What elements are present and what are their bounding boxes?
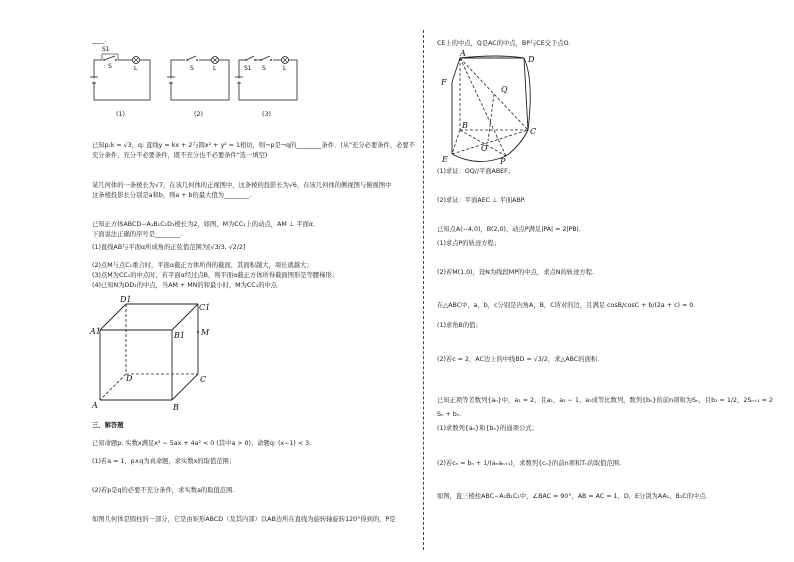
cube-figure [88,296,218,416]
top-fragment: ____. [92,37,107,44]
cyl-label-e: E [442,155,448,164]
cyl-label-p: P [500,157,506,166]
q-solid-line-1: 某几何体的一条棱长为√7，在该几何体的正视图中，这条棱的投影长为√6，在该几何体的侧视图与俯视图中 [92,182,392,189]
q-seq-line-3: (1)求数列{aₙ}和{bₙ}的通项公式； [437,425,538,432]
q-solid-line-2: 这条棱投影长分别是a和b，则a + b的最大值为________. [92,192,252,199]
circuit-caption-3: (3) [262,111,271,118]
cyl-label-c: C [530,127,537,136]
cyl-label-d: D [528,55,535,64]
cube-label-b: B [173,403,179,412]
cube-option-1: (1)直线AB与平面α所成角的正弦值范围为[√3/3, √2/2] [92,244,246,251]
circuit-3-label-s: S [262,65,266,72]
q-cube-line-1: 已知正方体ABCD−A₁B₁C₁D₁棱长为2，如图，M为CC₁上的动点，AM ⊥ 平面α． [92,221,320,228]
q-seq-part-2: (2)若cₙ = bₙ + 1/(aₙaₙ₊₁)，求数列{cₙ}的前n项和Tₙ的取值范围. [437,460,622,467]
column-divider [423,30,424,550]
circuit-diagram-2 [165,50,235,112]
q-pq-line-1: 已知命题p: 实数x满足x² − 5ax + 4a² < 0 (其中a > 0)；命题q: (x−1) < 3. [92,440,312,447]
circuit-diagram-1 [88,46,158,112]
q-locus-line-2: (1)求点P的轨迹方程； [437,240,501,247]
cube-label-c: C [200,375,207,384]
circuit-diagram-3 [233,50,303,112]
section-title: 三、解答题 [92,422,124,429]
q-triangle-part-2: (2)若c = 2，AC边上的中线BD = √3/2，求△ABC的面积. [437,356,600,363]
cyl-label-o: O [481,144,488,153]
cyl-label-q: Q [501,85,508,94]
q-seq-line-2: Sₙ + bₙ. [437,411,462,418]
circuit-2-label-s: S [190,65,194,72]
circuit-3-label-s1: S1 [244,65,252,72]
circuit-caption-1: (1) [116,111,125,118]
cube-label-a: A [92,401,98,410]
q-rotate-part-1: (1)求证：OQ//平面ABEF； [437,168,515,175]
q-pq-line-2: (1)若a = 1，p∧q为真命题，求实数x的取值范围； [92,458,236,465]
cylinder-figure [438,50,548,165]
q-triangle-line-1: 在△ABC中，a，b，c分别是内角A，B，C所对的边，且满足 cosB/cosC + b/(2a + c) = 0. [437,302,696,309]
q-locus-line-1: 已知点A(−4,0)，B(2,0)，动点P满足|PA| = 2|PB|. [437,226,581,233]
cube-label-b1: B1 [174,331,185,340]
cube-label-d1: D1 [120,295,132,304]
q-rotate-part-2: (2)求证：平面AEC ⊥ 平面ABP. [437,197,526,204]
q-sufficient-line-1: 已知p:k = √3，q: 直线y = kx + 2与圆x² + y² = 1相切，则¬p是¬q的________条件．(从"充分必要条件，必要不 [92,142,416,149]
circuit-1-label-s1: S1 [102,46,110,53]
circuit-1-label-l: L [134,65,138,72]
circuit-3-label-l: L [283,65,287,72]
q-pq-part-2: (2)若p是q的必要不充分条件，求实数a的取值范围. [92,487,235,494]
cube-label-c1: C1 [199,303,211,312]
cube-option-2: (2)点M与点C₁重合时，平面α截正方体所得的截面，其面积越大，周长就越大； [92,262,313,269]
q-rotate-line-1: 如图几何体是圆柱的一部分，它是由矩形ABCD（及其内部）以AB边所在直线为旋转轴旋转120°得到的，P是 [92,516,396,523]
q-rotate-continuation: CE上的中点，Q是AC的中点，BP与CE交于点O. [437,40,571,47]
cyl-label-b: B [462,121,468,130]
q-triangle-line-2: (1)求角B的值； [437,322,482,329]
cube-label-m: M [201,328,210,337]
cube-option-3: (3)点M为CC₁的中点时，若平面α经过点B，则平面α截正方体所得截面图形是等腰梯形； [92,272,339,279]
circuit-caption-2: (2) [194,111,203,118]
circuit-1-label-s: S [108,63,112,70]
q-sufficient-line-2: 充分条件，充分不必要条件，既不充分也不必要条件"选一填空) [92,152,268,159]
q-seq-line-1: 已知正项等差数列{aₙ}中，a₁ = 2，且a₁，a₂ − 1，a₃成等比数列，数列{bₙ}的前n项和为Sₙ，且b₁ = 1/2，2Sₙ₊₁ = 2 [437,397,773,404]
circuit-2-label-l: L [213,65,217,72]
cyl-label-a: A [460,49,466,58]
cyl-label-f: F [441,78,447,87]
q-prism-line-1: 如图，直三棱柱ABC−A₁B₁C₁中，∠BAC = 90°，AB = AC = 1，D，E分别为AA₁，B₁C的中点. [437,493,708,500]
q-cube-line-2: 下面说法正确的序号是________. [92,231,183,238]
cube-option-4: (4)已知N为DD₁的中点，当AM + MN的和最小时，M为CC₁的中点. [92,282,280,289]
cube-label-d: D [126,374,133,383]
cube-label-a1: A1 [90,327,101,336]
q-locus-part-2: (2)若M(1,0)，设N为线段MP的中点，求点N的轨迹方程. [437,269,594,276]
